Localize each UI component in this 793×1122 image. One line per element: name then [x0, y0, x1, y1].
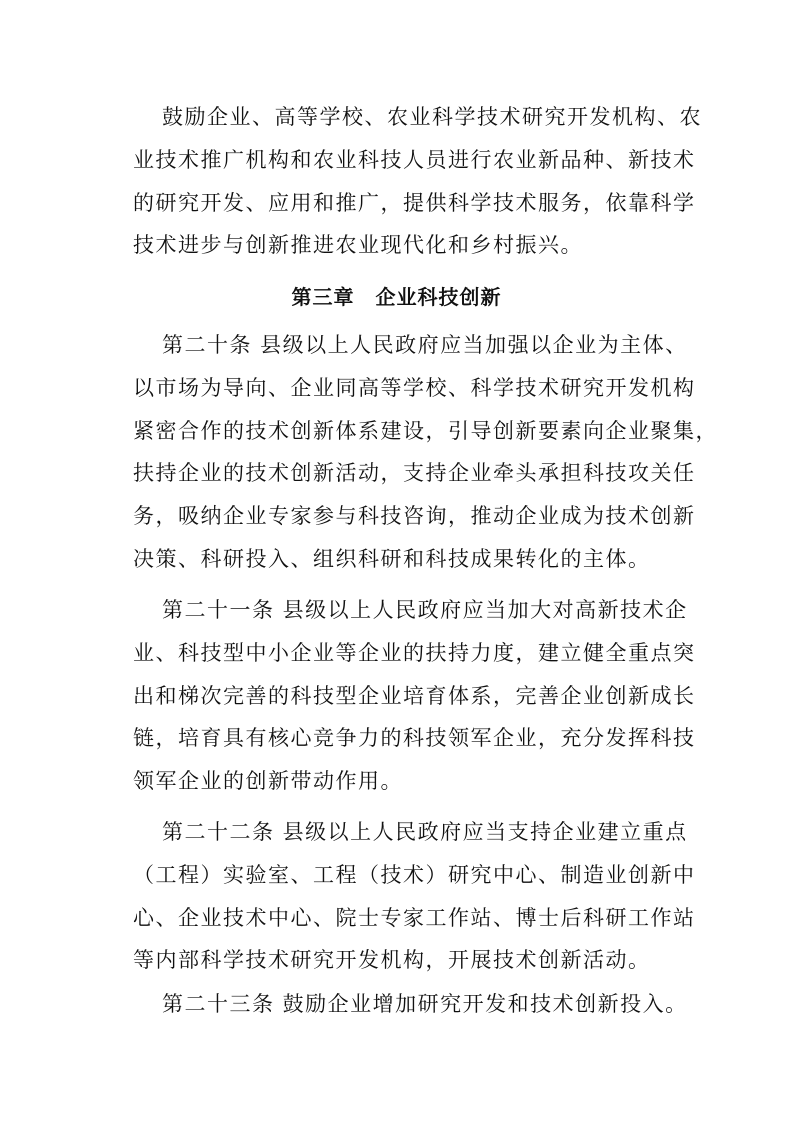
text-line: 业、科技型中小企业等企业的扶持力度，建立健全重点突: [133, 641, 696, 665]
text-line: 的研究开发、应用和推广，提供科学技术服务，依靠科学: [133, 191, 696, 215]
text-line: 鼓励企业、高等学校、农业科学技术研究开发机构、农: [162, 105, 702, 129]
text-line: 以市场为导向、企业同高等学校、科学技术研究开发机构: [133, 376, 696, 400]
text-line: 务，吸纳企业专家参与科技咨询，推动企业成为技术创新: [133, 504, 696, 528]
text-line: 紧密合作的技术创新体系建设，引导创新要素向企业聚集，: [133, 419, 718, 443]
text-line: 业技术推广机构和农业科技人员进行农业新品种、新技术: [133, 148, 696, 172]
text-line: 心、企业技术中心、院士专家工作站、博士后科研工作站: [133, 906, 696, 930]
text-line: 第二十一条 县级以上人民政府应当加大对高新技术企: [162, 598, 688, 622]
text-line: 第二十条 县级以上人民政府应当加强以企业为主体、: [162, 333, 688, 357]
chapter-heading: 第三章 企业科技创新: [291, 285, 502, 309]
text-line: 技术进步与创新推进农业现代化和乡村振兴。: [133, 233, 583, 257]
text-line: 链，培育具有核心竞争力的科技领军企业，充分发挥科技: [133, 726, 696, 750]
text-line: 出和梯次完善的科技型企业培育体系，完善企业创新成长: [133, 684, 696, 708]
text-line: 等内部科学技术研究开发机构，开展技术创新活动。: [133, 948, 651, 972]
text-line: 第二十二条 县级以上人民政府应当支持企业建立重点: [162, 820, 688, 844]
text-line: 决策、科研投入、组织科研和科技成果转化的主体。: [133, 547, 651, 571]
text-line: 扶持企业的技术创新活动，支持企业牵头承担科技攻关任: [133, 461, 696, 485]
text-line: 第二十三条 鼓励企业增加研究开发和技术创新投入。: [162, 992, 688, 1016]
text-line: 领军企业的创新带动作用。: [133, 769, 403, 793]
text-line: （工程）实验室、工程（技术）研究中心、制造业创新中: [133, 863, 696, 887]
